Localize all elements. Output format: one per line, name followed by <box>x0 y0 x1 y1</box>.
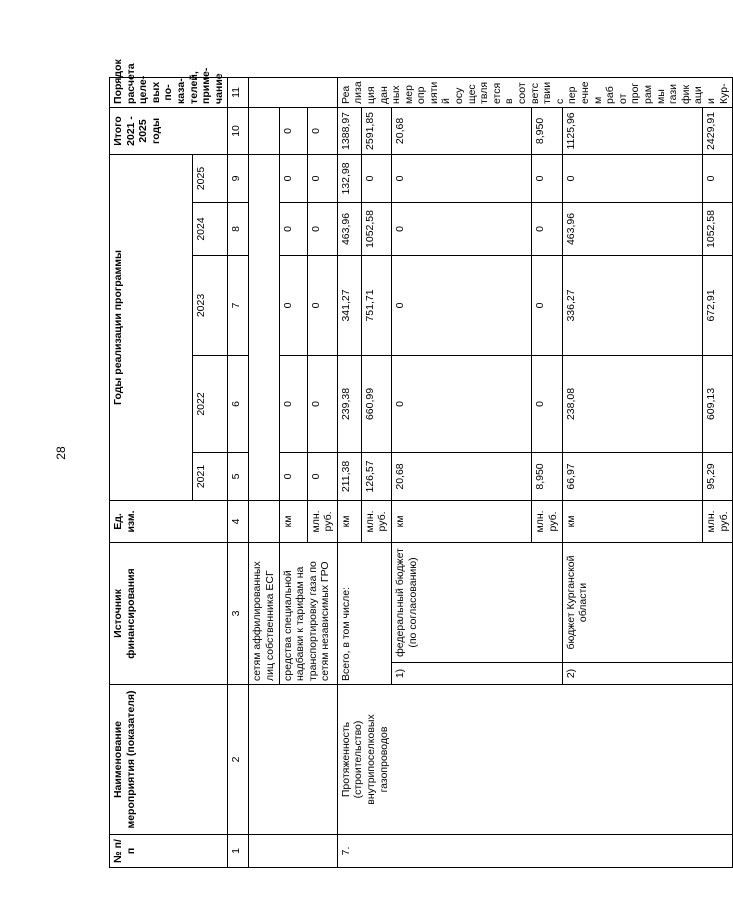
value-cell: 0 <box>532 154 562 202</box>
value-cell: 211,38 <box>337 452 361 500</box>
column-number-row <box>228 77 249 867</box>
col-number: 4 <box>228 500 249 542</box>
sub1-no: 1) <box>391 663 562 685</box>
value-cell: 20,68 <box>391 452 531 500</box>
value-cell: 0 <box>532 255 562 355</box>
value-cell: 0 <box>391 154 531 202</box>
item7-source: Всего, в том числе: <box>337 542 391 684</box>
value-cell: 0 <box>279 202 307 255</box>
header-row <box>110 77 193 867</box>
aff-source-text: сетям аффилированных лиц собственника ЕСГ <box>249 542 279 684</box>
value-cell: 0 <box>279 452 307 500</box>
value-cell: 660,99 <box>361 355 391 452</box>
header-unit: Ед. изм. <box>110 500 228 542</box>
value-cell: 0 <box>361 154 391 202</box>
value-cell: 0 <box>562 154 702 202</box>
table-cell <box>249 154 279 500</box>
sub2-no: 2) <box>562 663 733 685</box>
value-cell: 341,27 <box>337 255 361 355</box>
value-cell: 95,29 <box>702 452 732 500</box>
unit-cell: млн. руб. <box>307 500 337 542</box>
total-cell: 1388,97 <box>337 107 361 154</box>
value-cell: 751,71 <box>361 255 391 355</box>
total-cell: 0 <box>307 107 337 154</box>
value-cell: 0 <box>391 202 531 255</box>
total-cell: 1125,96 <box>562 107 702 154</box>
col-number: 10 <box>228 107 249 154</box>
item7-km-row <box>337 77 361 867</box>
header-no: № п/п <box>110 835 228 868</box>
special-source-text: средства специальной надбавки к тарифам на транспортировку газа по сетям независимых ГРО <box>279 542 337 684</box>
header-year-2025: 2025 <box>193 154 228 202</box>
value-cell: 0 <box>391 355 531 452</box>
value-cell: 238,08 <box>562 355 702 452</box>
header-year-2024: 2024 <box>193 202 228 255</box>
unit-cell: млн. руб. <box>361 500 391 542</box>
value-cell: 0 <box>279 154 307 202</box>
value-cell: 0 <box>279 255 307 355</box>
header-total: Итого 2021 - 2025 годы <box>110 107 228 154</box>
value-cell: 8,950 <box>532 452 562 500</box>
table-cell <box>249 107 279 154</box>
unit-cell: км <box>562 500 702 542</box>
item7-no: 7. <box>337 835 732 868</box>
header-year-2022: 2022 <box>193 355 228 452</box>
value-cell: 672,91 <box>702 255 732 355</box>
unit-cell: млн. руб. <box>532 500 562 542</box>
col-number: 9 <box>228 154 249 202</box>
value-cell: 0 <box>307 255 337 355</box>
value-cell: 463,96 <box>562 202 702 255</box>
total-cell: 8,950 <box>532 107 562 154</box>
value-cell: 1052,58 <box>702 202 732 255</box>
col-number: 11 <box>228 77 249 107</box>
value-cell: 609,13 <box>702 355 732 452</box>
value-cell: 0 <box>532 355 562 452</box>
unit-cell: км <box>337 500 361 542</box>
value-cell: 239,38 <box>337 355 361 452</box>
value-cell: 0 <box>279 355 307 452</box>
value-cell: 0 <box>391 255 531 355</box>
value-cell: 1052,58 <box>361 202 391 255</box>
table-cell <box>249 835 337 868</box>
value-cell: 463,96 <box>337 202 361 255</box>
value-cell: 0 <box>307 452 337 500</box>
unit-cell: млн. руб. <box>702 500 732 542</box>
col-number: 2 <box>228 685 249 835</box>
header-order: Порядок расчета целе-вых по-каза-телей, приме-чание <box>110 77 228 107</box>
col-number: 7 <box>228 255 249 355</box>
col-number: 6 <box>228 355 249 452</box>
program-table-main <box>109 59 733 868</box>
table-cell <box>249 500 279 542</box>
table-page <box>109 59 730 868</box>
col-number: 1 <box>228 835 249 868</box>
value-cell: 0 <box>532 202 562 255</box>
item7-note: Реализация данных мероприятий осуществляется в соответствии с перечнем работ программы газификации Кур- <box>337 77 732 107</box>
col-number: 8 <box>228 202 249 255</box>
header-year-2021: 2021 <box>193 452 228 500</box>
value-cell: 132,98 <box>337 154 361 202</box>
total-cell: 2429,91 <box>702 107 732 154</box>
aff-row <box>249 77 279 867</box>
unit-cell: км <box>391 500 531 542</box>
total-cell: 20,68 <box>391 107 531 154</box>
total-cell: 2591,85 <box>361 107 391 154</box>
value-cell: 66,97 <box>562 452 702 500</box>
header-source: Источник финансирования <box>110 542 228 684</box>
sub1-source: федеральный бюджет (по согласованию) <box>391 542 562 662</box>
table-cell <box>249 77 337 107</box>
col-number: 3 <box>228 542 249 684</box>
value-cell: 0 <box>702 154 732 202</box>
item7-name: Протяженность (строительство) внутрипоселковых газопроводов <box>337 685 732 835</box>
total-cell: 0 <box>279 107 307 154</box>
header-name: Наименование мероприятия (показателя) <box>110 685 228 835</box>
col-number: 5 <box>228 452 249 500</box>
value-cell: 126,57 <box>361 452 391 500</box>
value-cell: 0 <box>307 154 337 202</box>
table-cell <box>249 685 337 835</box>
header-years-group: Годы реализации программы <box>110 154 193 500</box>
sub2-source: бюджет Курганской области <box>562 542 733 662</box>
unit-cell: км <box>279 500 307 542</box>
value-cell: 0 <box>307 355 337 452</box>
page-number: 28 <box>54 446 68 460</box>
value-cell: 0 <box>307 202 337 255</box>
value-cell: 336,27 <box>562 255 702 355</box>
header-year-2023: 2023 <box>193 255 228 355</box>
